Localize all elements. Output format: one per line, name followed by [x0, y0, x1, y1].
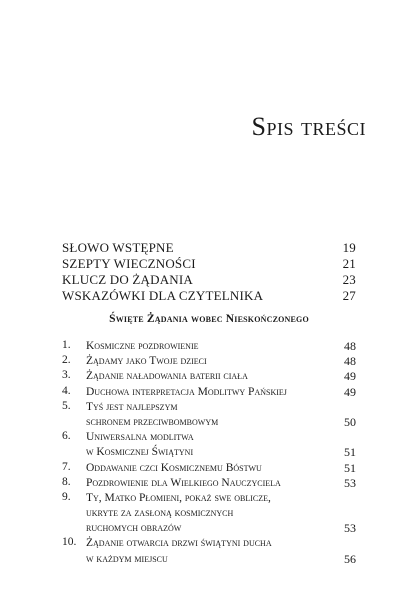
toc-entry-number: 5.	[62, 399, 71, 412]
toc-entry	[62, 339, 356, 354]
toc-entry-label: WSKAZÓWKI DLA CZYTELNIKA	[62, 288, 264, 303]
toc-row	[62, 256, 356, 272]
toc-entry-line	[86, 415, 356, 430]
toc-entry-line	[86, 491, 356, 506]
toc-entry-label: Oddawanie czci Kosmicznemu Bóstwu	[86, 461, 262, 474]
toc-entry-line	[86, 536, 356, 551]
toc-entry-label: w Kosmicznej Świątyni	[86, 446, 194, 459]
toc-entry-body	[86, 491, 356, 537]
toc-row	[62, 240, 356, 256]
toc-entry-label: Tyś jest najlepszym	[86, 400, 178, 413]
toc-entry-page: 56	[344, 551, 356, 566]
toc-entry-line	[86, 552, 356, 567]
toc-entry	[62, 400, 356, 430]
toc-entry	[62, 491, 356, 537]
toc-entry-page: 53	[344, 475, 356, 490]
toc-entry	[62, 461, 356, 476]
toc-entry-label: Duchowa interpretacja Modlitwy Pańskiej	[86, 385, 287, 398]
toc-entry-page: 21	[342, 256, 356, 271]
toc-entry-number: 7.	[62, 460, 71, 473]
toc-entry-number: 10.	[62, 536, 77, 549]
section-heading: Święte Żądania wobec Nieskończonego	[109, 313, 309, 325]
page-title: Spis treści	[251, 112, 366, 141]
toc-entry-body	[86, 354, 356, 369]
toc-entry-page: 49	[344, 369, 356, 384]
toc-entry	[62, 430, 356, 460]
toc-entry-page: 49	[344, 384, 356, 399]
toc-entry	[62, 476, 356, 491]
toc-entry-page: 51	[344, 445, 356, 460]
toc-entry	[62, 354, 356, 369]
toc-entry-label: ruchomych obrazów	[86, 522, 182, 535]
toc-entry-label: ukryte za zasłoną kosmicznych	[86, 507, 234, 520]
toc-entry-label: Żądanie otwarcia drzwi świątyni ducha	[86, 537, 272, 550]
toc-entry	[62, 369, 356, 384]
toc-entry-label: KLUCZ DO ŻĄDANIA	[62, 272, 194, 287]
toc-numbered-list	[62, 339, 356, 567]
toc-entry-label: Uniwersalna modlitwa	[86, 431, 194, 444]
toc-entry	[62, 536, 356, 566]
toc-entry-page: 48	[344, 339, 356, 353]
toc-entry-label: SZEPTY WIECZNOŚCI	[62, 256, 196, 271]
toc-entry-line	[86, 385, 356, 400]
toc-entry-label: SŁOWO WSTĘPNE	[62, 240, 174, 255]
toc-entry-page: 23	[342, 272, 356, 287]
toc-entry-number: 3.	[62, 369, 71, 382]
toc-entry-body	[86, 430, 356, 460]
toc-entry-line	[86, 445, 356, 460]
toc-entry-body	[86, 400, 356, 430]
toc-entry-page: 27	[342, 288, 356, 303]
toc-entry-body	[86, 339, 356, 354]
toc-entry-page: 50	[344, 414, 356, 429]
toc-entry-number: 4.	[62, 384, 71, 397]
toc-entry-page: 19	[342, 240, 356, 255]
toc-entry-line	[86, 521, 356, 536]
toc-row	[62, 272, 356, 288]
toc-entry-number: 6.	[62, 430, 71, 443]
toc-entry	[62, 385, 356, 400]
toc-entry-number: 1.	[62, 339, 71, 351]
toc-entry-label: Ty, Matko Płomieni, pokaż swe oblicze,	[86, 491, 271, 504]
toc-entry-label: w każdym miejscu	[86, 552, 168, 565]
toc-entry-label: Kosmiczne pozdrowienie	[86, 340, 199, 352]
toc-entry-label: Pozdrowienie dla Wielkiego Nauczyciela	[86, 476, 281, 489]
toc-entry-body	[86, 476, 356, 491]
toc-row	[62, 288, 356, 304]
toc-entry-page: 51	[344, 460, 356, 475]
toc-entry-label: Żądanie naładowania baterii ciała	[86, 370, 248, 383]
toc-entry-page: 53	[344, 521, 356, 536]
toc-entry-line	[86, 339, 356, 354]
toc-entry-body	[86, 461, 356, 476]
toc-entry-label: Żądamy jako Twoje dzieci	[86, 355, 207, 368]
toc-entry-body	[86, 369, 356, 384]
toc-entry-body	[86, 385, 356, 400]
toc-entry-line	[86, 476, 356, 491]
toc-entry-label: schronem przeciwbombowym	[86, 415, 219, 428]
toc-entry-line	[86, 461, 356, 476]
toc-entry-line	[86, 400, 356, 415]
toc-entry-number: 9.	[62, 490, 71, 503]
toc-entry-body	[86, 536, 356, 566]
toc-entry-number: 2.	[62, 354, 71, 367]
toc-entry-line	[86, 354, 356, 369]
toc-intro-list	[62, 240, 356, 304]
toc-entry-page: 48	[344, 354, 356, 369]
toc-entry-line	[86, 506, 356, 521]
toc-entry-number: 8.	[62, 475, 71, 488]
toc-entry-line	[86, 430, 356, 445]
toc-entry-line	[86, 369, 356, 384]
